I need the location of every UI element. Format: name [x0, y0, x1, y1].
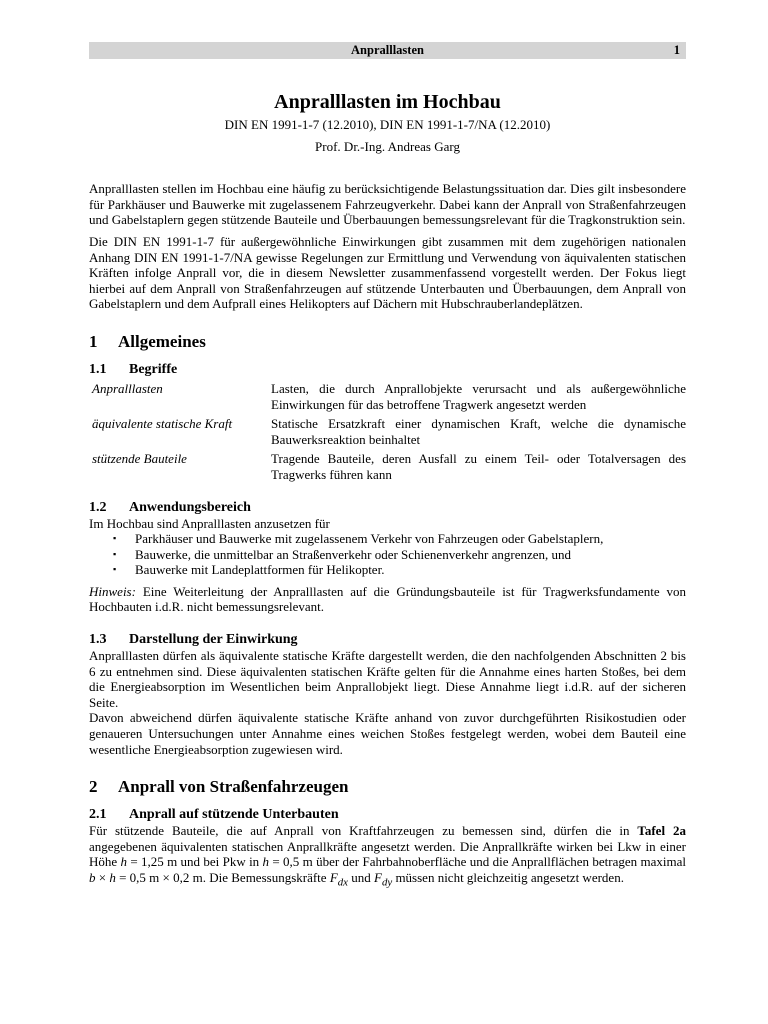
list-item [113, 531, 686, 547]
table-reference: Tafel 2a [637, 823, 686, 839]
section-2-1-title: Anprall auf stützende Unterbauten [129, 807, 339, 823]
section-1-2-lead: Im Hochbau sind Anpralllasten anzusetzen für [89, 515, 330, 531]
subscript-dy: dy [381, 876, 393, 889]
section-2-number: 2 [89, 777, 98, 797]
list-item-text: Bauwerke, die unmittelbar an Straßenverkehr oder Schienenverkehr angrenzen, und [135, 546, 572, 562]
definitions-list [89, 381, 686, 483]
list-item-text: Bauwerke mit Landeplattformen für Helikopter. [135, 562, 385, 578]
hint-label: Hinweis: [89, 583, 136, 599]
text-run: Für stützende Bauteile, die auf Anprall von Kraftfahrzeugen zu bemessen sind, dürfen die in [89, 823, 638, 839]
bullet-icon: ▪ [113, 548, 117, 559]
page-number: 1 [673, 42, 680, 57]
list-item [113, 547, 686, 563]
section-2-1-number: 2.1 [89, 807, 107, 823]
subscript-dx: dx [337, 876, 348, 889]
text-run: müssen nicht gleichzeitig angesetzt werden. [392, 870, 624, 885]
text-run: × [95, 870, 110, 885]
section-1-1-title: Begriffe [129, 361, 178, 377]
section-1-1-number: 1.1 [89, 361, 107, 377]
section-1-heading [89, 332, 686, 352]
hint-paragraph [89, 584, 686, 615]
text-run: und [348, 870, 374, 885]
section-1-2-heading [89, 499, 686, 516]
running-header-title: Anpralllasten [351, 42, 424, 57]
section-2-1-heading [89, 806, 686, 823]
section-2-1-paragraph [89, 823, 686, 891]
section-1-3-number: 1.3 [89, 632, 107, 648]
symbol-b: b [89, 870, 96, 885]
text-run: = 0,5 m über der Fahrbahnoberfläche und die Anprallflächen betragen maximal [269, 854, 686, 870]
definition-term: äquivalente statische Kraft [92, 416, 233, 432]
hint-text: Eine Weiterleitung der Anpralllasten auf die Gründungsbauteile ist für Tragwerksfundamente von Hochbauten i.d.R. nicht bemessungsrelevant. [89, 583, 686, 615]
text-run: angegebenen äquivalenten statischen Anprallkräfte angesetzt werden. Die Anprallkräfte wirken bei Lkw in einer Höhe [89, 838, 686, 870]
symbol-h: h [109, 870, 116, 885]
definition-description: Statische Ersatzkraft einer dynamischen Kraft, welche die dynamische Bauwerksreaktion beinhaltet [271, 416, 686, 447]
intro-paragraph-2: Die DIN EN 1991-1-7 für außergewöhnliche Einwirkungen gibt zusammen mit dem zugehörigen nationalen Anhang DIN EN 1991-1-7/NA gewisse Regelungen zur Ermittlung und Verwendung von äquivalenten statischen Kräften infolge Anprall vor, die in diesem Newsletter zusammenfassend vorgestellt werden. Der Fokus liegt hierbei auf dem Anprall von Straßenfahrzeugen auf stützende Unterbauten und Überbauungen, dem Anprall von Gabelstaplern und dem Aufprall eines Helikopters auf Dächern mit Hubschrauberlandeplätzen. [89, 233, 686, 312]
definition-description: Tragende Bauteile, deren Ausfall zu einem Teil- oder Totalversagen des Tragwerks führen kann [271, 451, 686, 482]
section-1-3-title: Darstellung der Einwirkung [129, 632, 298, 648]
section-1-3-paragraph-1: Anpralllasten dürfen als äquivalente statische Kräfte dargestellt werden, die den nachfolgenden Abschnitten 2 bis 6 zu entnehmen sind. Diese äquivalenten statischen Kräfte gelten für die Annahme eines harten Stoßes, bei dem die Energieabsorption im Wesentlichen beim Anprallobjekt liegt. Diese Annahme liegt i.d.R. auf der sicheren Seite. [89, 648, 686, 710]
section-1-2-title: Anwendungsbereich [129, 499, 251, 515]
section-1-3-heading [89, 631, 686, 648]
text-run: = 1,25 m und bei Pkw in [127, 854, 263, 870]
section-1-number: 1 [89, 331, 98, 351]
section-2-heading [89, 777, 686, 797]
symbol-h: h [262, 854, 270, 870]
page [89, 42, 686, 891]
definition-term: Anpralllasten [92, 380, 163, 396]
running-header [89, 42, 686, 59]
document-author: Prof. Dr.-Ing. Andreas Garg [315, 138, 460, 154]
section-1-1-heading [89, 361, 686, 378]
scope-list [89, 531, 686, 578]
list-item [113, 562, 686, 578]
symbol-F: F [329, 870, 338, 885]
bullet-icon: ▪ [113, 533, 117, 544]
section-2-title: Anprall von Straßenfahrzeugen [118, 777, 349, 797]
text-run: = 0,5 m × 0,2 m. Die Bemessungskräfte [115, 870, 330, 885]
definition-term: stützende Bauteile [92, 451, 187, 467]
intro-paragraph-1: Anpralllasten stellen im Hochbau eine häufig zu berücksichtigende Belastungssituation dar. Dies gilt insbesondere für Parkhäuser und Bauwerke mit zugelassenem Fahrzeugverkehr. Dabei kann der Anprall von Straßenfahrzeugen und Gabelstaplern gegen stützende Bauteile und Überbauungen bemessungsrelevant für die Tragkonstruktion sein. [89, 181, 686, 228]
document-title: Anpralllasten im Hochbau [274, 91, 501, 113]
symbol-h: h [120, 854, 127, 870]
definition-row [89, 381, 686, 412]
section-1-2-number: 1.2 [89, 499, 107, 515]
list-item-text: Parkhäuser und Bauwerke mit zugelassenem Verkehr von Fahrzeugen oder Gabelstaplern, [135, 531, 604, 547]
document-subtitle: DIN EN 1991-1-7 (12.2010), DIN EN 1991-1-7/NA (12.2010) [224, 117, 551, 132]
definition-description: Lasten, die durch Anprallobjekte verursacht und als außergewöhnliche Einwirkungen für das betroffene Tragwerk angesetzt werden [271, 380, 686, 412]
section-1-title: Allgemeines [118, 331, 206, 351]
definition-row [89, 451, 686, 482]
definition-row [89, 416, 686, 447]
bullet-icon: ▪ [113, 564, 117, 575]
symbol-F: F [374, 870, 382, 885]
section-1-3-paragraph-2: Davon abweichend dürfen äquivalente statische Kräfte anhand von zuvor durchgeführten Risikostudien oder genaueren Untersuchungen unter Annahme eines weichen Stoßes festgelegt werden, wobei dem Bauteil eine wesentliche Energieabsorption zugewiesen wird. [89, 710, 686, 757]
